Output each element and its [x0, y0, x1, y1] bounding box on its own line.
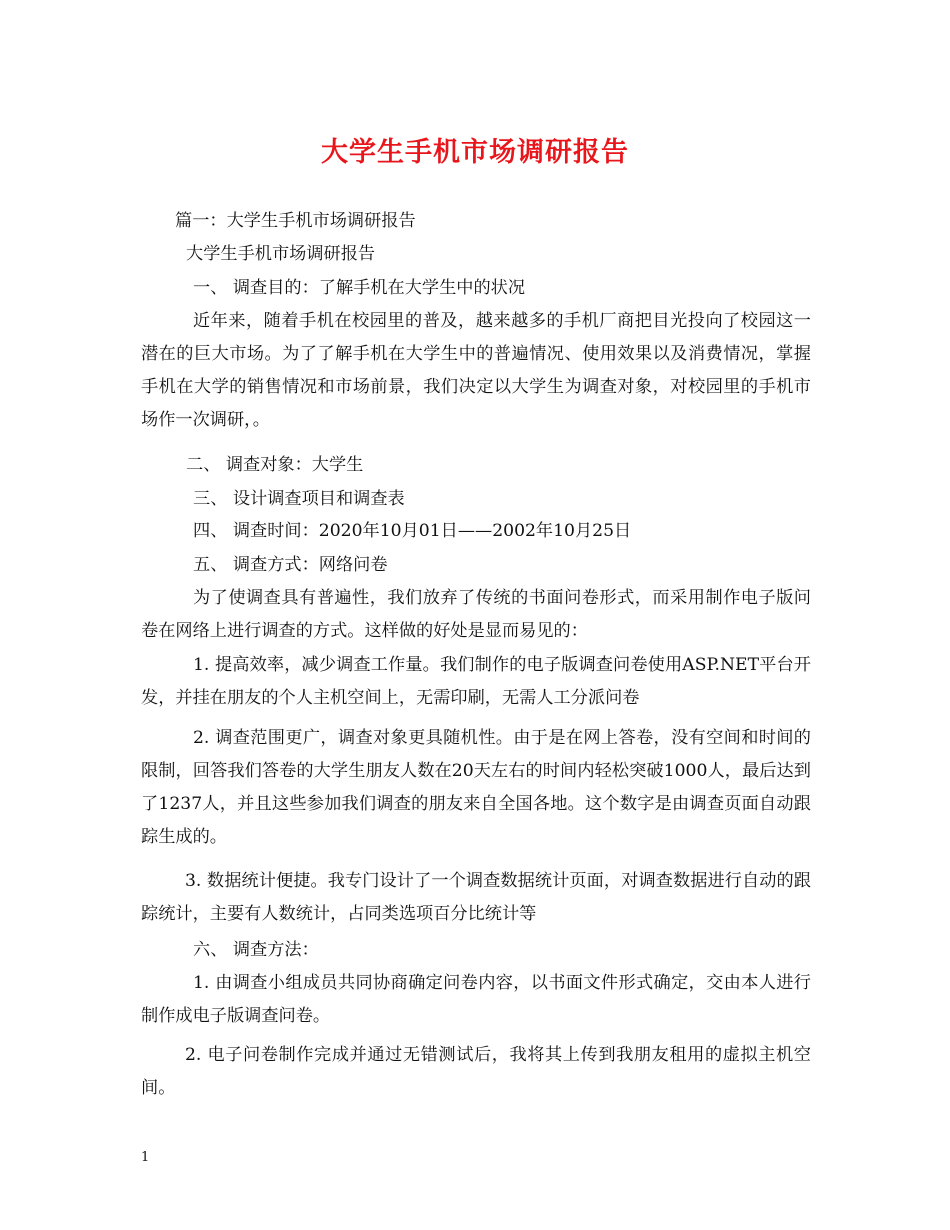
section-6-heading: 六、 调查方法：: [193, 940, 319, 960]
section-2-heading: 二、 调查对象：大学生: [186, 455, 364, 475]
list-item-1: 1. 提高效率，减少调查工作量。我们制作的电子版调查问卷使用ASP.NET平台开发，并挂在朋友的个人主机空间上，无需印刷，无需人工分派问卷: [141, 655, 811, 708]
chapter-heading: 篇一：大学生手机市场调研报告: [175, 211, 416, 231]
list-item-5: 2. 电子问卷制作完成并通过无错测试后，我将其上传到我朋友租用的虚拟主机空间。: [141, 1045, 811, 1098]
section-4-heading: 四、 调查时间：2020年10月01日——2002年10月25日: [193, 521, 632, 541]
report-subtitle: 大学生手机市场调研报告: [186, 244, 376, 264]
paragraph-intro: 近年来，随着手机在校园里的普及，越来越多的手机厂商把目光投向了校园这一潜在的巨大市场。为了了解手机在大学生中的普遍情况、使用效果以及消费情况，掌握手机在大学的销售情况和市场前景，我们决定以大学生为调查对象，对校园里的手机市场作一次调研，。: [141, 311, 811, 430]
document-title: 大学生手机市场调研报告: [321, 137, 629, 168]
list-item-3: 3. 数据统计便捷。我专门设计了一个调查数据统计页面，对调查数据进行自动的跟踪统计，主要有人数统计，占同类选项百分比统计等: [141, 871, 811, 924]
paragraph-method: 为了使调查具有普遍性，我们放弃了传统的书面问卷形式，而采用制作电子版问卷在网络上进行调查的方式。这样做的好处是显而易见的：: [141, 588, 811, 641]
list-item-2: 2. 调查范围更广，调查对象更具随机性。由于是在网上答卷，没有空间和时间的限制，回答我们答卷的大学生朋友人数在20天左右的时间内轻松突破1000人，最后达到了1237人，并且这些参加我们调查的朋友来自全国各地。这个数字是由调查页面自动跟踪生成的。: [141, 728, 811, 847]
section-1-heading: 一、 调查目的：了解手机在大学生中的状况: [193, 278, 526, 298]
section-5-heading: 五、 调查方式：网络问卷: [193, 555, 388, 575]
section-3-heading: 三、 设计调查项目和调查表: [193, 489, 405, 509]
page-number: 1: [141, 1150, 150, 1165]
list-item-4: 1. 由调查小组成员共同协商确定问卷内容，以书面文件形式确定，交由本人进行制作成电子版调查问卷。: [141, 973, 811, 1026]
